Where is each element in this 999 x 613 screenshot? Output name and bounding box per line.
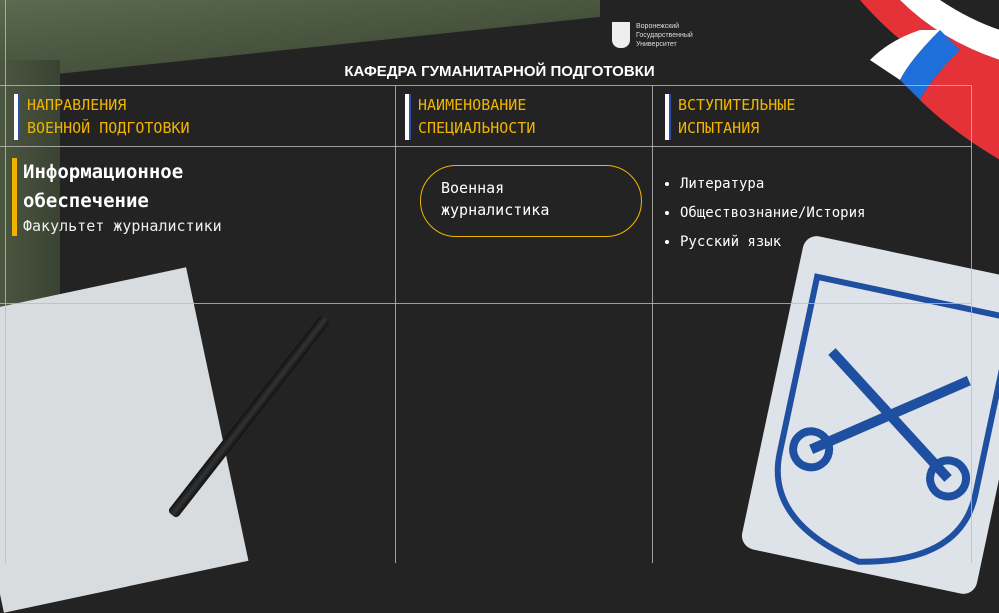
column-header-specialty [405,94,535,140]
grid-line [395,85,396,563]
exam-item: • Русский язык [680,228,865,257]
grid-line [971,85,972,563]
page-title: КАФЕДРА ГУМАНИТАРНОЙ ПОДГОТОВКИ [344,63,655,80]
grid-line [0,85,971,86]
header-text: ИСПЫТАНИЯ [678,119,760,137]
specialty-name: Военная [441,179,505,197]
direction-name: обеспечение [23,190,149,212]
grid-line [0,146,971,147]
header-text: НАПРАВЛЕНИЯ [27,96,127,114]
header-text: НАИМЕНОВАНИЕ [418,96,527,114]
grid-line [0,303,971,304]
column-header-exams [665,94,795,140]
column-header-directions [14,94,190,140]
logo-text: Воронежский [636,23,680,30]
grid-line [5,0,6,563]
header-text: ВСТУПИТЕЛЬНЫЕ [678,96,796,114]
direction-cell [12,158,222,236]
university-logo [612,22,693,49]
exam-list [660,170,865,257]
header-text: ВОЕННОЙ ПОДГОТОВКИ [27,119,190,137]
keys-emblem-icon [739,234,999,597]
university-crest-icon [612,22,630,48]
specialty-name: журналистика [441,201,550,219]
exam-item: • Литература [680,170,865,199]
direction-name: Информационное [23,161,184,183]
russian-flag-ribbon [860,0,999,160]
university-emblem-book [739,234,999,597]
decor-paper [0,267,248,612]
logo-text: Университет [636,41,677,48]
faculty-name: Факультет журналистики [23,217,222,235]
logo-text: Государственный [636,32,693,39]
exam-item: • Обществознание/История [680,199,865,228]
specialty-pill [420,165,642,237]
header-text: СПЕЦИАЛЬНОСТИ [418,119,536,137]
grid-line [652,85,653,563]
